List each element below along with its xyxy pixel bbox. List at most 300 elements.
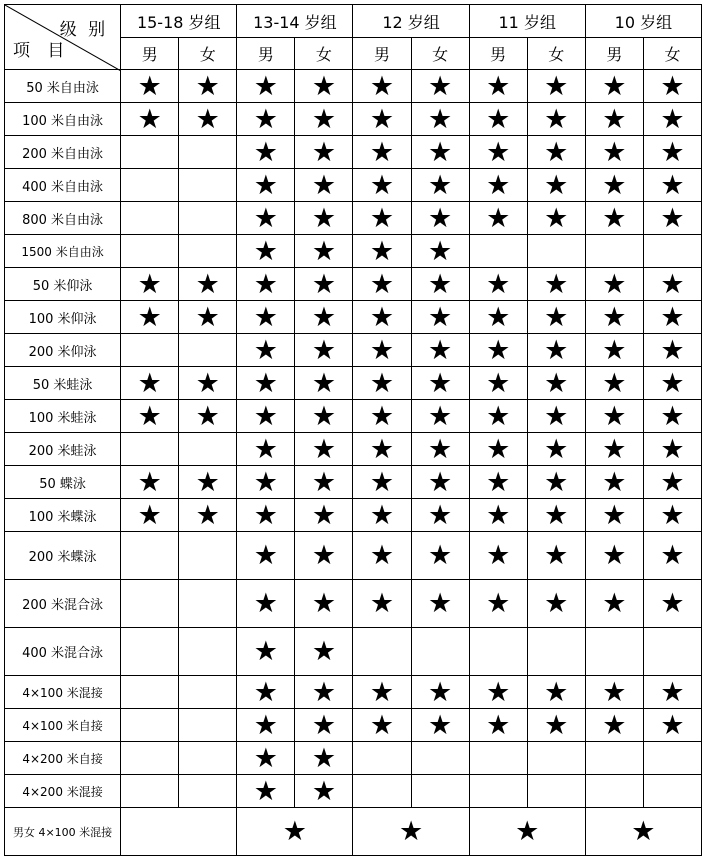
star-icon: ★ <box>544 709 569 741</box>
cell-g12-female <box>411 202 469 235</box>
star-icon: ★ <box>311 400 337 432</box>
star-icon: ★ <box>137 367 162 399</box>
star-icon: ★ <box>137 301 162 333</box>
star-icon: ★ <box>486 70 511 102</box>
star-icon: ★ <box>311 136 337 168</box>
cell-g13_14-male <box>237 676 295 709</box>
cell-g10-female <box>643 775 701 808</box>
group-header-13-14: 13-14 岁组 <box>237 5 353 38</box>
star-icon: ★ <box>544 136 569 168</box>
star-icon: ★ <box>253 742 278 774</box>
cell-g15_18-male <box>121 334 179 367</box>
star-icon: ★ <box>544 367 569 399</box>
star-icon: ★ <box>602 400 627 432</box>
event-name-cell: 4×100 米自接 <box>5 709 121 742</box>
cell-g12-male <box>353 301 411 334</box>
cell-g11-male <box>469 136 527 169</box>
star-icon: ★ <box>660 400 685 432</box>
table-row <box>5 499 702 532</box>
star-icon: ★ <box>427 301 453 333</box>
star-icon: ★ <box>544 588 569 619</box>
event-name-cell: 200 米自由泳 <box>5 136 121 169</box>
cell-g10-female <box>643 235 701 268</box>
star-icon: ★ <box>253 301 278 333</box>
cell-g10-female <box>643 169 701 202</box>
cell-g13_14-female <box>295 103 353 136</box>
table-row <box>5 301 702 334</box>
star-icon: ★ <box>369 235 395 267</box>
cell-g15_18-male <box>121 466 179 499</box>
cell-g11-male <box>469 628 527 676</box>
group-header-15-18: 15-18 岁组 <box>121 5 237 38</box>
star-icon: ★ <box>369 136 395 168</box>
cell-g13_14-female <box>295 709 353 742</box>
star-icon: ★ <box>137 466 162 498</box>
star-icon: ★ <box>486 466 511 498</box>
star-icon: ★ <box>602 433 627 465</box>
star-icon: ★ <box>486 103 511 135</box>
cell-g15_18-female <box>179 169 237 202</box>
cell-g10-male <box>585 628 643 676</box>
star-icon: ★ <box>602 202 627 234</box>
cell-g10-female <box>643 628 701 676</box>
star-icon: ★ <box>544 400 569 432</box>
cell-g10-female <box>643 103 701 136</box>
group-header-11: 11 岁组 <box>469 5 585 38</box>
star-icon: ★ <box>486 136 511 168</box>
cell-g13_14-male <box>237 775 295 808</box>
cell-g15_18-female <box>179 235 237 268</box>
cell-g15_18-female <box>179 676 237 709</box>
cell-g10-male <box>585 235 643 268</box>
star-icon: ★ <box>195 70 220 102</box>
cell-g12-female <box>411 70 469 103</box>
cell-g13_14-male <box>237 367 295 400</box>
cell-g11-female <box>527 103 585 136</box>
event-name-cell: 4×200 米自接 <box>5 742 121 775</box>
star-icon: ★ <box>311 588 337 619</box>
star-icon: ★ <box>253 169 278 201</box>
cell-g11-male <box>469 775 527 808</box>
event-name-cell: 4×200 米混接 <box>5 775 121 808</box>
cell-g12-female <box>411 466 469 499</box>
star-icon: ★ <box>195 103 220 135</box>
cell-g11-female <box>527 580 585 628</box>
cell-g11-female <box>527 169 585 202</box>
star-icon: ★ <box>253 202 278 234</box>
cell-g15_18-male <box>121 628 179 676</box>
cell-g13_14-male <box>237 136 295 169</box>
cell-g10-female <box>643 532 701 580</box>
cell-g15_18-male <box>121 202 179 235</box>
cell-g15_18-male <box>121 235 179 268</box>
star-icon: ★ <box>311 268 337 300</box>
cell-g10-male <box>585 136 643 169</box>
star-icon: ★ <box>602 588 627 619</box>
star-icon: ★ <box>486 202 511 234</box>
cell-g11-male <box>469 334 527 367</box>
star-icon: ★ <box>660 202 685 234</box>
star-icon: ★ <box>311 334 337 366</box>
event-name-cell: 50 米蛙泳 <box>5 367 121 400</box>
cell-g10-male <box>585 775 643 808</box>
cell-g11-male <box>469 268 527 301</box>
cell-g15_18-female <box>179 334 237 367</box>
cell-g12-male <box>353 676 411 709</box>
star-icon: ★ <box>660 499 685 531</box>
star-icon: ★ <box>486 433 511 465</box>
cell-g13_14-male <box>237 628 295 676</box>
star-icon: ★ <box>398 816 424 847</box>
event-name-cell: 100 米仰泳 <box>5 301 121 334</box>
star-icon: ★ <box>660 103 685 135</box>
cell-g12-female <box>411 367 469 400</box>
group-header-12: 12 岁组 <box>353 5 469 38</box>
star-icon: ★ <box>253 636 278 667</box>
star-icon: ★ <box>427 334 453 366</box>
cell-g11-female <box>527 676 585 709</box>
star-icon: ★ <box>137 103 162 135</box>
event-name-cell: 400 米自由泳 <box>5 169 121 202</box>
cell-g10-female <box>643 70 701 103</box>
cell-g15_18-male <box>121 301 179 334</box>
event-name-cell: 50 蝶泳 <box>5 466 121 499</box>
star-icon: ★ <box>486 709 511 741</box>
cell-g15_18-male <box>121 70 179 103</box>
star-icon: ★ <box>660 367 685 399</box>
star-icon: ★ <box>486 499 511 531</box>
cell-g12-female <box>411 499 469 532</box>
star-icon: ★ <box>427 169 453 201</box>
cell-g10-male <box>585 499 643 532</box>
table-row <box>5 532 702 580</box>
cell-g10-male <box>585 268 643 301</box>
cell-g11-female <box>527 709 585 742</box>
cell-g11-female <box>527 334 585 367</box>
event-name-cell: 男女 4×100 米混接 <box>5 808 121 856</box>
cell-g10-male <box>585 103 643 136</box>
cell-g13_14-female <box>295 742 353 775</box>
cell-g15_18-female <box>179 136 237 169</box>
star-icon: ★ <box>427 70 453 102</box>
star-icon: ★ <box>253 334 278 366</box>
level-header: 级 别 <box>59 20 109 40</box>
cell-g13_14-male <box>237 466 295 499</box>
star-icon: ★ <box>544 301 569 333</box>
cell-g15_18-female <box>179 103 237 136</box>
star-icon: ★ <box>427 499 453 531</box>
cell-g11-female <box>527 499 585 532</box>
event-name-cell: 100 米蝶泳 <box>5 499 121 532</box>
event-name-cell: 50 米自由泳 <box>5 70 121 103</box>
group-header-10: 10 岁组 <box>585 5 701 38</box>
cell-g15_18-female <box>179 628 237 676</box>
cell-g12-female <box>411 775 469 808</box>
cell-g11-male <box>469 466 527 499</box>
cell-g11-male <box>469 499 527 532</box>
cell-g10-female <box>643 709 701 742</box>
star-icon: ★ <box>311 676 337 708</box>
event-name-cell: 100 米自由泳 <box>5 103 121 136</box>
star-icon: ★ <box>427 540 453 571</box>
cell-g11-female <box>527 775 585 808</box>
cell-g11-female <box>527 301 585 334</box>
cell-g10-male <box>585 202 643 235</box>
star-icon: ★ <box>369 268 395 300</box>
male-header: 男 <box>469 38 527 70</box>
table-row <box>5 367 702 400</box>
cell-g15_18-male <box>121 400 179 433</box>
star-icon: ★ <box>427 202 453 234</box>
star-icon: ★ <box>369 367 395 399</box>
cell-g10-male <box>585 334 643 367</box>
cell-g12-male <box>353 580 411 628</box>
cell-g13_14-male <box>237 742 295 775</box>
cell-g12-male <box>353 709 411 742</box>
cell-g15_18-male <box>121 136 179 169</box>
cell-g11-male <box>469 103 527 136</box>
cell-g12-female <box>411 334 469 367</box>
table-row-mixed-relay <box>5 808 702 856</box>
star-icon: ★ <box>282 816 307 847</box>
cell-g10-male <box>585 742 643 775</box>
cell-g11-male <box>469 301 527 334</box>
star-icon: ★ <box>311 742 337 774</box>
star-icon: ★ <box>602 709 627 741</box>
star-icon: ★ <box>544 169 569 201</box>
cell-g15_18-male <box>121 709 179 742</box>
star-icon: ★ <box>253 676 278 708</box>
star-icon: ★ <box>369 103 395 135</box>
star-icon: ★ <box>544 676 569 708</box>
star-icon: ★ <box>660 466 685 498</box>
star-icon: ★ <box>660 301 685 333</box>
cell-g11-female <box>527 202 585 235</box>
cell-g11-female <box>527 235 585 268</box>
star-icon: ★ <box>660 136 685 168</box>
star-icon: ★ <box>137 268 162 300</box>
cell-g15_18-female <box>179 433 237 466</box>
table-row <box>5 334 702 367</box>
star-icon: ★ <box>602 499 627 531</box>
cell-g11-male <box>469 169 527 202</box>
cell-g15_18-female <box>179 400 237 433</box>
cell-g12-male <box>353 400 411 433</box>
cell-g10-male <box>585 709 643 742</box>
cell-g12-male <box>353 268 411 301</box>
cell-g15_18-female <box>179 301 237 334</box>
events-table <box>4 4 702 856</box>
star-icon: ★ <box>369 400 395 432</box>
cell-g11-female <box>527 367 585 400</box>
star-icon: ★ <box>486 588 511 619</box>
cell-g13_14-male <box>237 103 295 136</box>
star-icon: ★ <box>544 70 569 102</box>
cell-g13_14-female <box>295 499 353 532</box>
cell-g15_18-male <box>121 580 179 628</box>
table-row <box>5 235 702 268</box>
cell-g10-male <box>585 400 643 433</box>
star-icon: ★ <box>427 235 453 267</box>
cell-g12-male <box>353 334 411 367</box>
cell-g13_14-female <box>295 775 353 808</box>
table-row <box>5 268 702 301</box>
cell-g13_14-female <box>295 136 353 169</box>
star-icon: ★ <box>311 169 337 201</box>
cell-g11-male <box>469 532 527 580</box>
star-icon: ★ <box>369 676 395 708</box>
cell-g15_18-female <box>179 775 237 808</box>
table-row <box>5 400 702 433</box>
male-header: 男 <box>585 38 643 70</box>
cell-g11-female <box>527 742 585 775</box>
star-icon: ★ <box>253 70 278 102</box>
cell-g11-male <box>469 676 527 709</box>
star-icon: ★ <box>311 367 337 399</box>
cell-g13_14-male <box>237 70 295 103</box>
star-icon: ★ <box>253 775 278 807</box>
table-row <box>5 580 702 628</box>
cell-g12-male <box>353 367 411 400</box>
star-icon: ★ <box>311 301 337 333</box>
cell-g10-male <box>585 580 643 628</box>
event-name-cell: 100 米蛙泳 <box>5 400 121 433</box>
cell-g12-female <box>411 532 469 580</box>
cell-g12-female <box>411 103 469 136</box>
cell-g15_18-female <box>179 268 237 301</box>
cell-g15_18-male <box>121 367 179 400</box>
star-icon: ★ <box>253 709 278 741</box>
star-icon: ★ <box>427 433 453 465</box>
cell-g13_14-female <box>295 202 353 235</box>
cell-g15_18-female <box>179 580 237 628</box>
star-icon: ★ <box>369 169 395 201</box>
cell-g15_18-female <box>179 532 237 580</box>
table-row <box>5 103 702 136</box>
event-name-cell: 800 米自由泳 <box>5 202 121 235</box>
cell-g11-male <box>469 70 527 103</box>
star-icon: ★ <box>195 367 220 399</box>
cell-g13_14-female <box>295 400 353 433</box>
star-icon: ★ <box>602 103 627 135</box>
cell-g13_14-female <box>295 628 353 676</box>
cell-g12-male <box>353 70 411 103</box>
table-row <box>5 70 702 103</box>
cell-g10-male <box>585 433 643 466</box>
cell-g11-male <box>469 235 527 268</box>
cell-g13_14-male <box>237 202 295 235</box>
table-row <box>5 433 702 466</box>
cell-g10-male <box>585 70 643 103</box>
cell-g13_14-male <box>237 334 295 367</box>
event-name-cell: 200 米仰泳 <box>5 334 121 367</box>
star-icon: ★ <box>660 540 685 571</box>
star-icon: ★ <box>311 235 337 267</box>
male-header: 男 <box>121 38 179 70</box>
cell-g13_14-female <box>295 580 353 628</box>
cell-g12-female <box>411 628 469 676</box>
female-header: 女 <box>295 38 353 70</box>
cell-g13_14-male <box>237 301 295 334</box>
cell-g15_18-male <box>121 103 179 136</box>
cell-g11-male <box>469 433 527 466</box>
star-icon: ★ <box>660 588 685 619</box>
star-icon: ★ <box>602 169 627 201</box>
star-icon: ★ <box>660 709 685 741</box>
table-row <box>5 709 702 742</box>
star-icon: ★ <box>369 301 395 333</box>
star-icon: ★ <box>427 268 453 300</box>
cell-g15_18-female <box>179 709 237 742</box>
star-icon: ★ <box>427 709 453 741</box>
star-icon: ★ <box>137 70 162 102</box>
cell-g15_18-male <box>121 169 179 202</box>
corner-header-cell <box>5 5 121 70</box>
star-icon: ★ <box>137 499 162 531</box>
cell-g13_14-female <box>295 235 353 268</box>
cell-g11-female <box>527 433 585 466</box>
star-icon: ★ <box>486 334 511 366</box>
table-row <box>5 775 702 808</box>
cell-g12-female <box>411 742 469 775</box>
table-row <box>5 676 702 709</box>
cell-g13_14-female <box>295 367 353 400</box>
star-icon: ★ <box>311 103 337 135</box>
event-name-cell: 50 米仰泳 <box>5 268 121 301</box>
cell-g12-female <box>411 235 469 268</box>
cell-g15_18-mixed <box>121 808 237 856</box>
cell-g10-male <box>585 169 643 202</box>
star-icon: ★ <box>544 433 569 465</box>
star-icon: ★ <box>544 499 569 531</box>
cell-g15_18-male <box>121 676 179 709</box>
cell-g11-female <box>527 400 585 433</box>
star-icon: ★ <box>195 268 220 300</box>
star-icon: ★ <box>311 202 337 234</box>
star-icon: ★ <box>602 466 627 498</box>
cell-g10-female <box>643 301 701 334</box>
cell-g10-female <box>643 136 701 169</box>
cell-g15_18-female <box>179 466 237 499</box>
star-icon: ★ <box>311 636 337 667</box>
star-icon: ★ <box>544 334 569 366</box>
cell-g11-female <box>527 136 585 169</box>
cell-g10-female <box>643 499 701 532</box>
star-icon: ★ <box>544 540 569 571</box>
male-header: 男 <box>237 38 295 70</box>
cell-g13_14-male <box>237 268 295 301</box>
cell-g15_18-male <box>121 532 179 580</box>
cell-g10-male <box>585 367 643 400</box>
cell-g10-male <box>585 466 643 499</box>
star-icon: ★ <box>544 268 569 300</box>
star-icon: ★ <box>253 103 278 135</box>
star-icon: ★ <box>486 540 511 571</box>
star-icon: ★ <box>660 169 685 201</box>
star-icon: ★ <box>253 466 278 498</box>
star-icon: ★ <box>253 499 278 531</box>
cell-g15_18-male <box>121 742 179 775</box>
cell-g10-female <box>643 676 701 709</box>
star-icon: ★ <box>311 466 337 498</box>
cell-g10-mixed <box>585 808 701 856</box>
cell-g11-male <box>469 202 527 235</box>
star-icon: ★ <box>602 70 627 102</box>
cell-g12-female <box>411 433 469 466</box>
cell-g12-female <box>411 580 469 628</box>
star-icon: ★ <box>427 367 453 399</box>
star-icon: ★ <box>369 709 395 741</box>
